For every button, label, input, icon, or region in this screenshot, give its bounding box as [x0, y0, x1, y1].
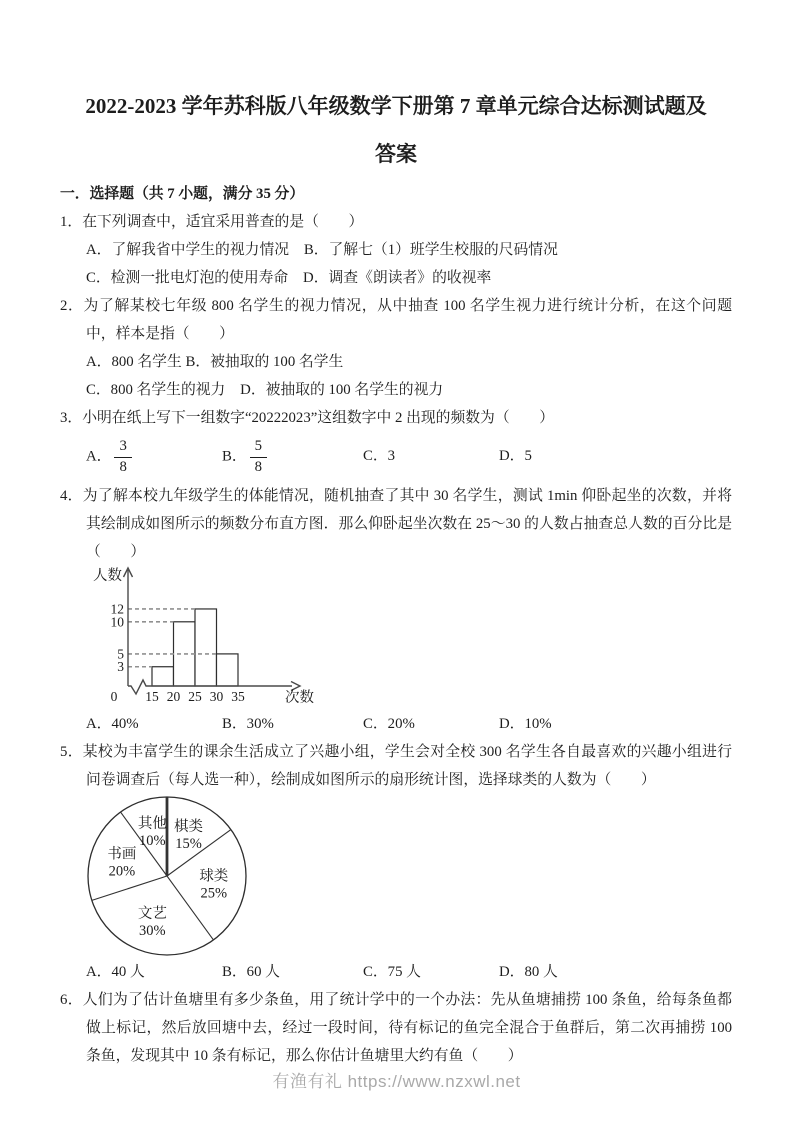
svg-text:其他10%: 其他 10%: [137, 815, 167, 849]
svg-text:书画20%: 书画 20%: [107, 846, 137, 880]
frequency-histogram: [84, 564, 324, 712]
svg-text:20: 20: [166, 689, 181, 704]
option-d: D．10%: [499, 716, 552, 732]
footer-watermark: 有渔有礼 https://www.nzxwl.net: [272, 1072, 521, 1091]
option-c-label: C．: [363, 448, 388, 465]
svg-text:次数: 次数: [285, 690, 314, 706]
question-5-stem: 5．某校为丰富学生的课余生活成立了兴趣小组，学生会对全校 300 名学生各自最喜欢的兴趣小组进行问卷调查后（每人选一种），绘制成如图所示的扇形统计图，选择球类的人数为（ ）: [60, 744, 732, 788]
question-5-options: [86, 958, 732, 986]
option-d: D．5: [499, 448, 532, 465]
pie-chart: [82, 791, 252, 961]
option-b-label: B．: [222, 448, 247, 465]
option-b: B．30%: [222, 716, 274, 732]
svg-text:10: 10: [110, 614, 124, 630]
option-b: B．60 人: [222, 964, 280, 980]
svg-text:棋类15%: 棋类 15%: [174, 818, 204, 852]
option-b: [222, 438, 363, 476]
svg-text:15: 15: [145, 689, 159, 704]
question-4-stem: 4．为了解本校九年级学生的体能情况，随机抽查了其中 30 名学生，测试 1min 仰卧起坐的次数，并将其绘制成如图所示的频数分布直方图．那么仰卧起坐次数在 25～30 的人数占抽查总人数的百分比是（ ）: [60, 488, 732, 560]
svg-text:文艺30%: 文艺 30%: [137, 906, 167, 940]
question-2-options-ab: A．800 名学生 B．被抽取的 100 名学生: [86, 354, 344, 370]
option-d: D．80 人: [499, 964, 558, 980]
question-1-options-cd: C．检测一批电灯泡的使用寿命 D．调查《朗读者》的收视率: [86, 270, 492, 286]
section-heading: 一．选择题（共 7 小题，满分 35 分）: [60, 186, 305, 202]
page-title: [60, 82, 732, 178]
svg-text:3: 3: [117, 659, 124, 675]
option-a: A．40%: [86, 716, 139, 732]
option-a-label: A．: [86, 448, 112, 465]
svg-text:球类25%: 球类 25%: [199, 868, 229, 902]
question-3-stem: 3．小明在纸上写下一组数字“20222023”这组数字中 2 出现的频数为（ ）: [60, 410, 555, 426]
option-c: C．75 人: [363, 964, 421, 980]
question-1-stem: 1．在下列调查中，适宜采用普查的是（ ）: [60, 214, 364, 230]
question-3-options: [86, 432, 732, 482]
fraction-five-eighths: $\frac{5}{8}$: [250, 438, 267, 476]
page-title-line2: 答案: [375, 142, 417, 166]
option-d-label: D．: [499, 448, 525, 465]
svg-text:5: 5: [117, 646, 124, 662]
svg-text:0: 0: [110, 689, 118, 704]
svg-text:30: 30: [209, 689, 224, 704]
svg-text:25: 25: [188, 689, 202, 704]
fraction-three-eighths: $\frac{3}{8}$: [114, 438, 131, 476]
option-c: C．3: [363, 448, 396, 465]
page-title-line1: 2022-2023 学年苏科版八年级数学下册第 7 章单元综合达标测试题及: [85, 94, 707, 118]
question-6-stem: 6．人们为了估计鱼塘里有多少条鱼，用了统计学中的一个办法：先从鱼塘捕捞 100 条鱼，给每条鱼都做上标记，然后放回塘中去，经过一段时间，待有标记的鱼完全混合于鱼群后，第二次再捕捞 100 条鱼，发现其中 10 条有标记，那么你估计鱼塘里大约有鱼（ ）: [60, 992, 732, 1064]
option-c: C．20%: [363, 716, 415, 732]
svg-text:12: 12: [110, 601, 124, 617]
question-4-options: [86, 710, 732, 738]
question-1-options-ab: A．了解我省中学生的视力情况 B．了解七（1）班学生校服的尺码情况: [86, 242, 558, 258]
svg-text:人数: 人数: [93, 568, 122, 584]
option-a: A．40 人: [86, 964, 145, 980]
question-2-options-cd: C．800 名学生的视力 D．被抽取的 100 名学生的视力: [86, 382, 444, 398]
option-a: [86, 438, 222, 476]
svg-text:35: 35: [231, 689, 245, 704]
question-2-stem: 2．为了解某校七年级 800 名学生的视力情况，从中抽查 100 名学生视力进行统计分析，在这个问题中，样本是指（ ）: [60, 298, 732, 342]
